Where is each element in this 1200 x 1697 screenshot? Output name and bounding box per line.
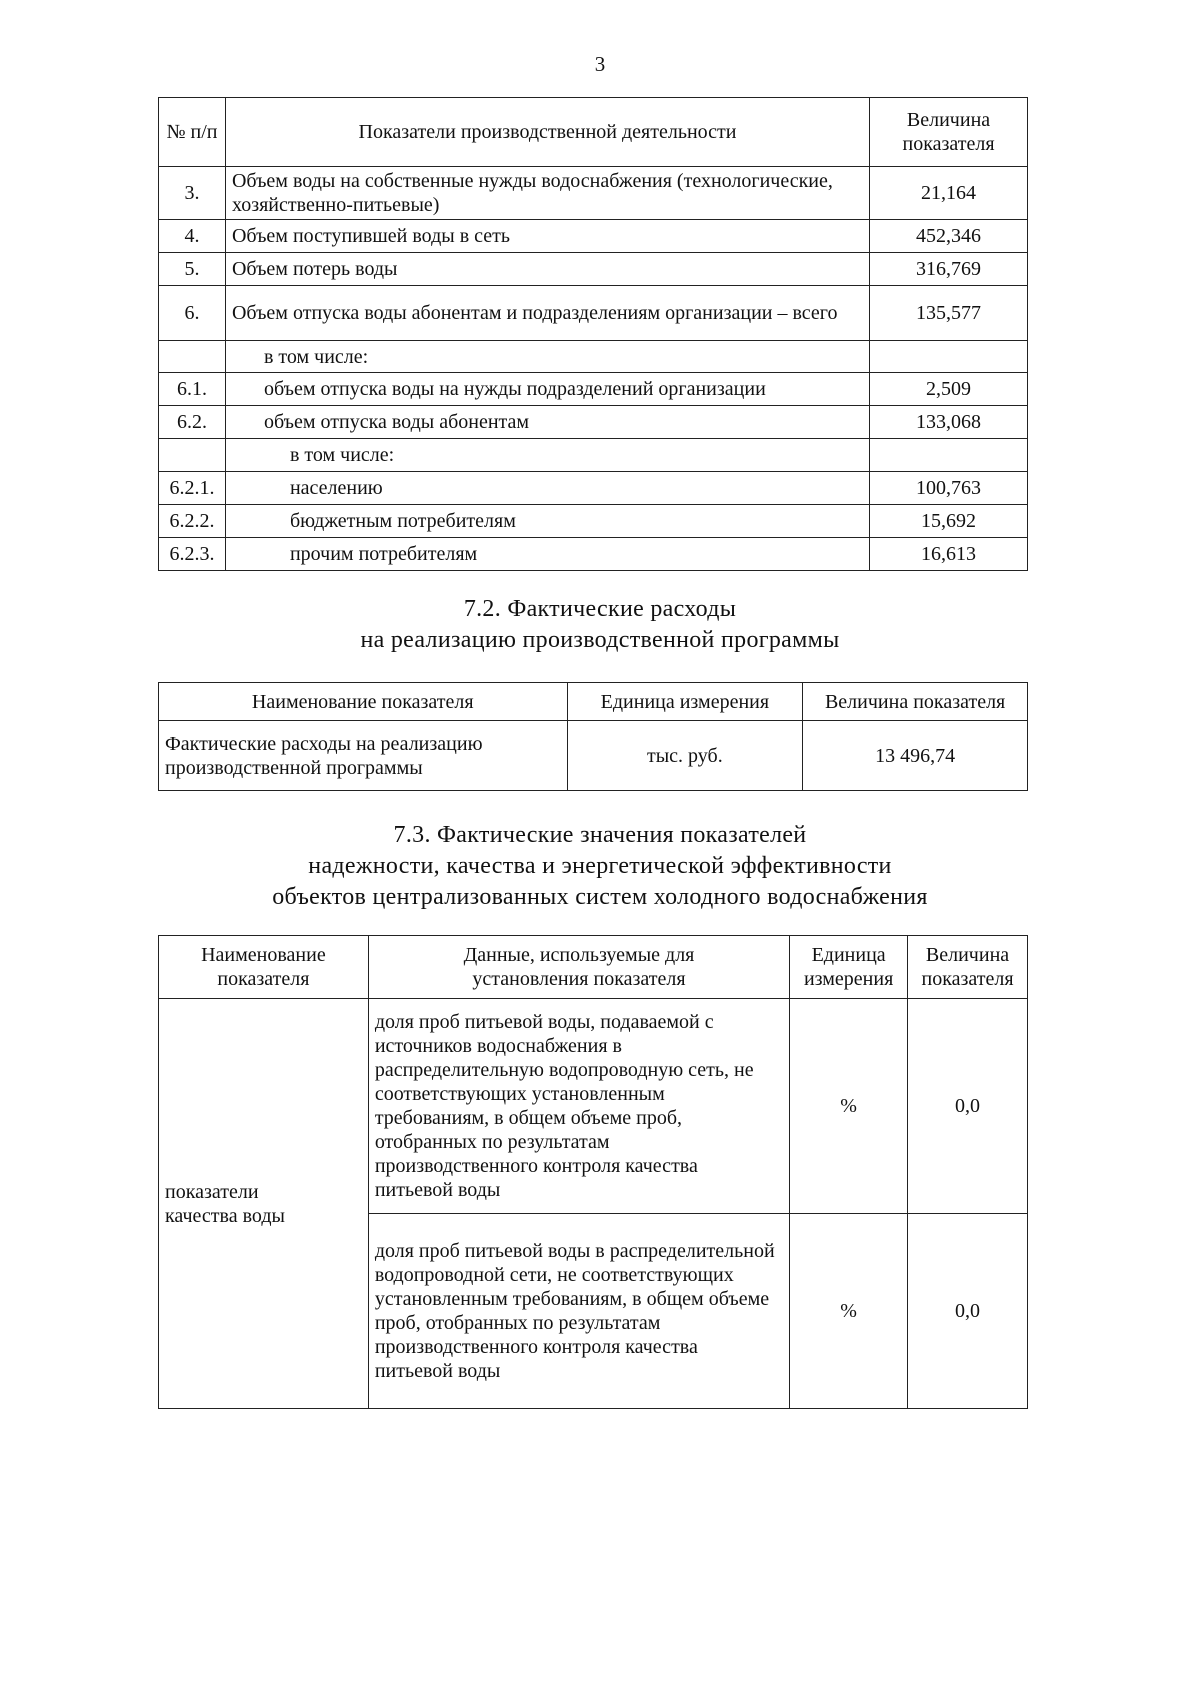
row-unit: % bbox=[790, 1214, 908, 1409]
row-value: 15,692 bbox=[870, 505, 1028, 538]
table-header bbox=[159, 683, 1028, 721]
row-no: 3. bbox=[159, 167, 226, 220]
table-row bbox=[159, 341, 1028, 373]
header-data: Данные, используемые для установления показателя bbox=[368, 936, 789, 999]
table-row bbox=[159, 505, 1028, 538]
heading-line: 7.2. Фактические расходы bbox=[463, 596, 737, 622]
row-no bbox=[159, 341, 226, 373]
row-name: в том числе: bbox=[225, 439, 869, 472]
section-heading-7-3 bbox=[0, 820, 1200, 913]
row-name: Объем отпуска воды абонентам и подразделениям организации – всего bbox=[225, 286, 869, 341]
table-row bbox=[159, 538, 1028, 571]
row-value: 316,769 bbox=[870, 253, 1028, 286]
row-data: доля проб питьевой воды в распределительной водопроводной сети, не соответствующих установленным требованиям, в общем объеме проб, отобранных по результатам производственного контроля качества питьевой воды bbox=[368, 1214, 789, 1409]
row-data: доля проб питьевой воды, подаваемой с источников водоснабжения в распределительную водопроводную сеть, не соответствующих установленным требованиям, в общем объеме проб, отобранных по результатам производственного контроля качества питьевой воды bbox=[368, 999, 789, 1214]
row-name: Объем потерь воды bbox=[225, 253, 869, 286]
row-value: 452,346 bbox=[870, 220, 1028, 253]
table-row bbox=[159, 167, 1028, 220]
row-value: 100,763 bbox=[870, 472, 1028, 505]
row-name: бюджетным потребителям bbox=[225, 505, 869, 538]
heading-line: на реализацию производственной программы bbox=[360, 627, 840, 653]
table-row bbox=[159, 253, 1028, 286]
table-row bbox=[159, 721, 1028, 791]
table-row bbox=[159, 472, 1028, 505]
header-no: № п/п bbox=[159, 98, 226, 167]
quality-indicators-table bbox=[158, 935, 1028, 1409]
row-name: объем отпуска воды абонентам bbox=[225, 406, 869, 439]
row-name: в том числе: bbox=[225, 341, 869, 373]
row-value: 133,068 bbox=[870, 406, 1028, 439]
table-row bbox=[159, 286, 1028, 341]
table-row bbox=[159, 373, 1028, 406]
row-name: Фактические расходы на реализацию производственной программы bbox=[159, 721, 568, 791]
header-value: Величина показателя bbox=[870, 98, 1028, 167]
row-name: Объем поступившей воды в сеть bbox=[225, 220, 869, 253]
header-unit: Единица измерения bbox=[567, 683, 803, 721]
row-no: 6.2. bbox=[159, 406, 226, 439]
table-header bbox=[159, 936, 1028, 999]
row-value bbox=[870, 439, 1028, 472]
row-no: 6.2.3. bbox=[159, 538, 226, 571]
table-row bbox=[159, 439, 1028, 472]
row-no: 6. bbox=[159, 286, 226, 341]
row-value bbox=[870, 341, 1028, 373]
header-unit: Единица измерения bbox=[790, 936, 908, 999]
table-row bbox=[159, 406, 1028, 439]
row-value: 16,613 bbox=[870, 538, 1028, 571]
row-value: 13 496,74 bbox=[803, 721, 1028, 791]
row-value: 0,0 bbox=[908, 999, 1028, 1214]
header-name: Наименование показателя bbox=[159, 936, 369, 999]
row-name: прочим потребителям bbox=[225, 538, 869, 571]
group-name: показатели качества воды bbox=[159, 999, 369, 1409]
heading-line: 7.3. Фактические значения показателей bbox=[393, 822, 807, 848]
production-indicators-table bbox=[158, 97, 1028, 571]
row-no: 5. bbox=[159, 253, 226, 286]
row-value: 0,0 bbox=[908, 1214, 1028, 1409]
row-name: объем отпуска воды на нужды подразделений организации bbox=[225, 373, 869, 406]
row-no: 6.2.2. bbox=[159, 505, 226, 538]
row-no: 6.1. bbox=[159, 373, 226, 406]
row-value: 2,509 bbox=[870, 373, 1028, 406]
row-no: 6.2.1. bbox=[159, 472, 226, 505]
table-row bbox=[159, 999, 1028, 1214]
row-name: Объем воды на собственные нужды водоснабжения (технологические, хозяйственно-питьевые) bbox=[225, 167, 869, 220]
row-unit: % bbox=[790, 999, 908, 1214]
header-value: Величина показателя bbox=[908, 936, 1028, 999]
row-value: 135,577 bbox=[870, 286, 1028, 341]
heading-line: надежности, качества и энергетической эффективности bbox=[308, 853, 892, 879]
header-name: Наименование показателя bbox=[159, 683, 568, 721]
page-number: 3 bbox=[594, 52, 606, 76]
row-value: 21,164 bbox=[870, 167, 1028, 220]
heading-line: объектов централизованных систем холодного водоснабжения bbox=[272, 884, 928, 910]
table-row bbox=[159, 220, 1028, 253]
row-name: населению bbox=[225, 472, 869, 505]
row-unit: тыс. руб. bbox=[567, 721, 803, 791]
table-header bbox=[159, 98, 1028, 167]
header-indicator: Показатели производственной деятельности bbox=[225, 98, 869, 167]
header-value: Величина показателя bbox=[803, 683, 1028, 721]
section-heading-7-2 bbox=[0, 594, 1200, 656]
row-no: 4. bbox=[159, 220, 226, 253]
expenses-table bbox=[158, 682, 1028, 791]
row-no bbox=[159, 439, 226, 472]
